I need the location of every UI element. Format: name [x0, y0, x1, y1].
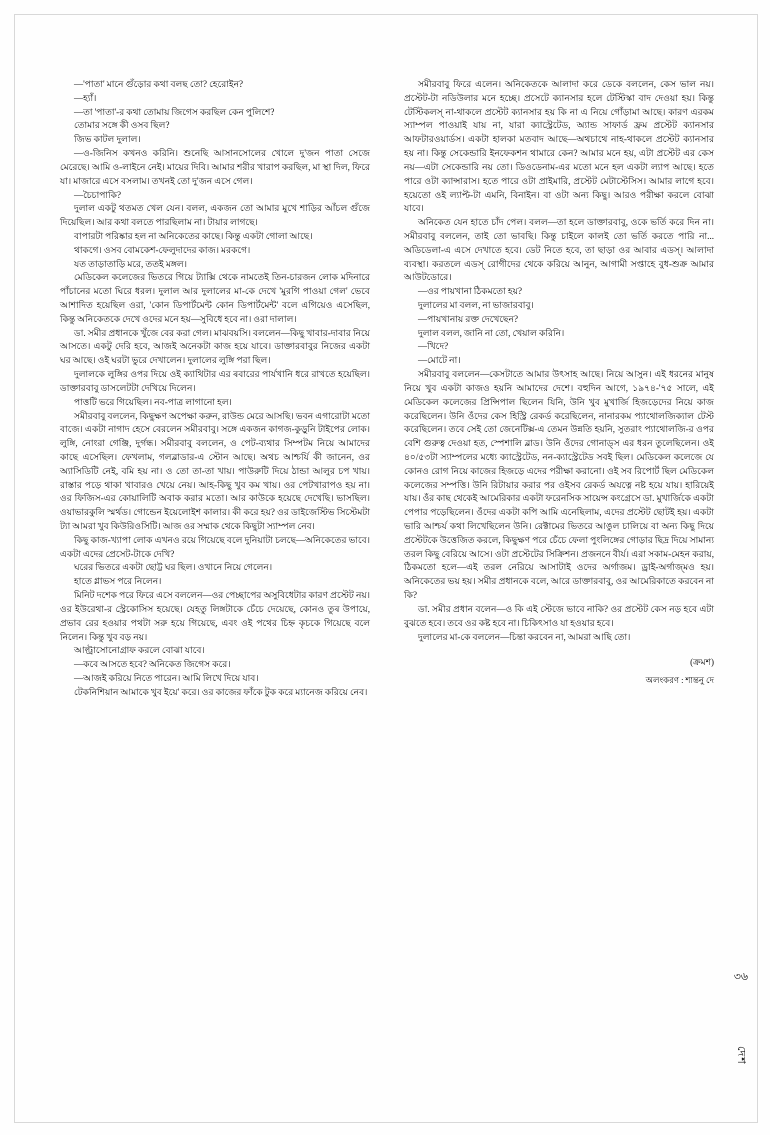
body-paragraph: অনিকেত যেন হাতে চাঁদ পেল। বলল—তা হলে ডাক্তারবাবু, ওকে ভর্তি করে দিন না। সমীরবাবু বললেন, তাই তো ভাবছি। কিন্তু চাইলে কালই তো ভর্তি করতে পারি না... অডিডেলা-এ এসে দেখাতে হবে। ডেট নিতে হবে, তা ছাড়া ওর আবার এডস্। আলাদা ব্যবস্থা। করতলে এডস্ রোগীদের থেকে করিয়ে আনুন, আগামী সপ্তাহে বুধ-শুক্র আমার আউটডোরে।: [404, 217, 714, 283]
body-paragraph: ডা. সমীর প্রধানকে খুঁজে বের করা গেল। মাঝবয়সি। বললেন—কিছু খাবার-দাবার নিয়ে আসতে। একটু দেরি হবে, আজই অনেকটা কাজ হয়ে যাবে। ডাক্তারবাবুর নিজের একটা ঘর আছে। ওই ঘরটা ভুরে দেখালেন। দুলালের লুঙ্গি পরা ছিল।: [60, 327, 370, 366]
body-paragraph: —আজই করিয়ে নিতে পারেন। আমি লিখে দিয়ে যাব।: [74, 672, 259, 683]
body-paragraph: মেডিকেল কলেজের ভিতরে গিয়ে ট্যাক্সি থেকে নামতেই তিন-চারজন লোক মদিনারে পাঁচানের মতো ঘিরে ধরল। দুলাল আর দুলালের মা-কে দেখে 'মুরগি পাওয়া গেল' ভেবে আশাদিত হয়েছিল ওরা, 'কোন ডিপার্টমেন্ট কোন ডিপার্টমেন্ট' বলে এগিয়েও এসেছিল, কিন্তু অনিকেতকে দেখে ওদের মনে হয়—সুবিধে হবে না। ওরা দালাল।: [60, 272, 370, 324]
body-paragraph: মিনিট দশেক পরে ফিরে এসে বললেন—ওর পেচ্ছাপের অসুবিধেটার কারণ প্রস্টেট নয়। ওর ইউরেথা-র স্ট্রেকোসিস হয়েছে। যেহতু লিঙ্গটাকে চেঁচে দেয়েছে, কোনও তুৰ উপায়ে, প্রভাব রের হওয়ার পথটা সরু হয়ে গিয়েছে, এবং ওই পথের চিহ্ন কৃচকে গিয়েছে বলে নিলেন। কিন্তু খুব বড় নয়।: [60, 590, 370, 642]
body-paragraph: —ওর পায়খানা ঠিকমতো হয়?: [418, 286, 523, 297]
body-paragraph: কিছু কাজ-খ্যাপা লোক এখনও রয়ে গিয়েছে বলে দুনিয়াটা চলছে—অনিকেতের ভাবে। একটা এদের প্রেসেট-টাকে দেখি?: [60, 534, 370, 559]
left-text-column: [60, 78, 370, 1053]
body-paragraph: আল্ট্রাসোনোগ্রাফ করলে বোঝা যাবে।: [74, 645, 205, 656]
body-paragraph: তোমার সঙ্গে কী ওসব ছিল?: [74, 120, 170, 131]
body-paragraph: —মোটে না।: [418, 355, 461, 366]
continuation-note: (ক্রমশ): [690, 657, 714, 668]
right-text-column: [404, 78, 714, 1053]
text-columns: [60, 78, 715, 1053]
body-paragraph: দুলাল একটু থতমত খেল যেন। বলল, একজন তো আমার মুখে শাড়ির আঁচল গুঁজে দিয়েছিল। আর কথা বলতে পারছিলাম না। টায়ার লাগছে।: [60, 203, 370, 228]
body-paragraph: —হ্যাঁ।: [74, 92, 97, 103]
body-paragraph: —খিদে?: [418, 341, 449, 352]
body-paragraph: দুলাল বলল, জানি না তো, খেয়াল করিনি।: [418, 327, 565, 338]
body-paragraph: ডা. সমীর প্রধান বলেন—ও কি এই স্টেজে ভাবে নাকি? ওর প্রস্টেট কেস নড় হবে এটা বুঝতে হবে। তবে ওর কষ্ট হবে না। চিকিৎসাও যা হওয়ার হবে।: [404, 603, 714, 628]
body-paragraph: বাপারটা পরিষ্কার হল না অনিকেতের কাছে। কিন্তু একটা গোলা আছে।: [74, 230, 313, 241]
body-paragraph: —ও-জিনিস কখনও করিনি। শুনেছি আসানসোলের খোলে দু'জন পাতা সেজে মেরেছে। আমি ও-লাইনে নেই। মায়ের দিবি। আমার শরীর খারাপ করছিল, মা স্থা দিল, ফিরে যা। মাজারে এসে বসলাম। তখনই তো দু'জন এসে গেল।: [60, 148, 370, 186]
body-paragraph: সমীরবাবু ফিরে এলেন। অনিকেতকে আলাদা করে ডেকে বললেন, কেস ভাল নয়। প্রস্টেট-টা নডিউলার মনে হচ্ছে। প্রসেটে ক্যানসার হলে টেস্টিস্কা বাদ দেওয়া হয়। কিন্তু টেস্টিকলস্ না-থাকলে প্রস্টেট ক্যানসার হয় কি না এ নিয়ে গোঁড়ামা আছে। কারণ এরকম স্যাম্পল পাওয়াই যায় না, যারা ক্যাস্ট্রেটেড, অ্যান্ড সাফার্ড ফ্রম প্রস্টেট ক্যানসার আফটারওয়ার্ডস। একটা হালকা মতবাদ আছে—অথচাথে নাহ-থাকলে প্রস্টেট ক্যানসার হয় না। কিন্তু সেকেন্ডারি ইনফেকশন থামারে কেন? আমার মনে হয়, এটা প্রস্টেট এর কেস নয়—এটা সেকেন্ডারি নয় তো। ডিওডেনাম-এর মতো মনে হল একটা ল্যাপ আছে। হতে পারে ওটা ক্যান্সারাস। হতে পারে ওটা প্রাইমারি, প্রস্টেট মেটাস্টেসিস। আমার লাগে হবে। হয়েতো ওই ল্যাপ্ট-টা এমনি, বিনাইন। বা ওটা অন্য কিছু। আরও পরীক্ষা করলে বোঝা যাবে।: [404, 79, 714, 214]
page-number: ৩৬: [733, 971, 748, 983]
body-paragraph: ঘরের ভিতরে একটা ছোট্ট ঘর ছিল। ওখানে নিয়ে গেলেন।: [74, 562, 273, 573]
body-paragraph: —চৈচাপাকি?: [74, 189, 122, 200]
body-paragraph: যত তাড়াতাড়ি মরে, ততই মঙ্গল।: [74, 258, 187, 269]
body-paragraph: —'পাতা' মানে গুঁড়োর কথা বলছ তো? হেরোইন?: [74, 79, 244, 89]
publication-name: দেশ: [735, 1046, 747, 1065]
body-paragraph: হাতে গ্লাভস পরে নিলেন।: [74, 576, 162, 587]
body-paragraph: পাত্তটি ভরে গিয়েছিল। নব-পাত্র লাগানো হল।: [74, 396, 232, 407]
body-paragraph: দুলালকে লুঙ্গির ওপর দিয়ে ওই ক্যাথিটার এর ৰবারের পার্যখানি ধরে রাখতে হয়েছিল। ডাক্তারবাবু ডাসলেটটা দেখিয়ে দিলেন।: [60, 369, 370, 393]
body-paragraph: সমীরবাবু বললেন, কিছুক্ষণ অপেক্ষা করুন, রাউন্ড মেরে আসছি। ভবন এগারোটা মতো বাজে। একটা নাগাদ হেসে বেরলেন সমীরবাবু। সঙ্গে একজন কাগজ-কুড়ুনি টাইপের লোক। লুঙ্গি, নোংরা গেঞ্জি, দুর্গন্ধ। সমীরবাবু বললেন, ও পেট-ব্যথার সিম্পটম নিয়ে আমাদের কাছে এসেছিল। ফেখলাম, গলব্লাডার-এ স্টোন আছে। অথচ আশ্চর্যি কী জানেন, ওর অ্যাসিডিটি নেই, বমি হয় না। ও তো তা-তা খায়। পাউরুটি দিয়ে ঠান্ডা আলুর চপ খায়। রাস্তার পড়ে থাকা খাবারও খেয়ে নেয়। আহ-কিছু খুব কম খায়। ওর পেটখারাপও হয় না। ওর ফিজিস-এর কোয়ালিটি অবাক করার মতো। আর কাউকে হয়েছে দেখেছি। ভাসছিল। ওয়াভারকুলি স্মর্থড। গোন্ডেন ইয়েলোইশ কালার। কী করে হয়? ওর ডাইজেস্টিভ সিস্টেমটা ট্যা আমরা খুব কিউরিওসিটি। আজ ওর সম্মাক থেকে কিছুটা স্যাম্পল নেব।: [60, 410, 370, 531]
body-paragraph: —কবে আসতে হবে? অনিকেত জিগেস করে।: [74, 659, 231, 670]
body-paragraph: সমীরবাবু বললেন—কেসটাতে আমার উৎসাহ আছে। নিয়ে আসুন। এই ধরনের মানুষ নিয়ে খুব একটা কাজও হয়নি আমাদের দেশে। বহুদিন আগে, ১৯৭৪-'৭৫ সালে, এই মেডিকেল কলেজের প্রিন্সিপাল ছিলেন যিনি, উনি খুব মুখার্জি হিজড়েদের নিয়ে কাজ করেছিলেন। উনি ওঁদের কেস হিস্ট্রি রেকর্ড করেছিলেন, নানারকম প্যাথোলজিক্যাল টেস্ট করেছিলেন। তবে সেই তো জেনেটিক্স-এ তেমন উন্নতি হয়নি, সুতরাং প্যাথোলজি-র ওপর বেশি গুরুত্ব দেওয়া হত, স্পেশালি ব্লাড। উনি ওঁদের গোনাড্স এর ধরন তুলেছিলেন। ওই ৪০/৫৩টা স্যাম্পলের মধ্যে ক্যাস্ট্রেটেড, নন-ক্যাস্ট্রেটেড সবই ছিল। মেডিকেল কলেজে যে কোনও রোগ নিয়ে কাজের হিজড়ে এদের পরীক্ষা করানো। ওই সব রিপোর্ট ছিল মেডিকেল কলেজের সম্পত্তি। উনি রিটায়ার করার পর ওইসব রেকর্ড অযত্নে নষ্ট হয়ে যায়। হারিয়েই যায়। ওঁর কাছ থেকেই আমেরিকার একটা ফরেনসিক সায়েন্স কংগ্রেসে ডা. মুখার্জিকে একটা পেপার পড়েছিলেন। ওঁদের একটা কপি আমি এনেছিলাম, এদের প্রস্টেট ছোটই হয়। একটা ভারি আশ্চর্য কথা লিখেছিলেন উনি। রেক্টামের ভিতরে আঙুল চালিয়ে বা অন্য কিছু দিয়ে প্রস্টেটকে উত্তেজিত করলে, কিছুক্ষণ পরে চেঁচে ফেলা পুংলিঙ্গের গোড়ার ছিদ্র দিয়ে সামান্য তরল কিছু বেরিয়ে আসে। ওটা প্রস্টেটের সিক্রিশন। প্রজননে বীর্য। এরা সকাম-মেহন করায়, ঠিকমতো হলে—এই তরল নেরিয়ে আসাটাই ওদের অর্গাজম। ড্রাই-অর্গাজ্মও হয়। অনিকেতের ভয় হয়। সমীর প্রধানকে বলে, আরে ডাক্তারবাবু, ওর আমেরিকাতে করবেন না কি?: [404, 369, 714, 601]
body-paragraph: জিভ কাটল দুলাল।: [74, 134, 141, 145]
body-paragraph: —পায়খানায় রক্ত দেখেছেন?: [418, 313, 518, 324]
body-paragraph: দুলালের মা বলল, না ভাজারবাবু।: [418, 300, 534, 310]
illustration-credit: অলংকরণ : শান্তনু দে: [645, 674, 714, 685]
body-paragraph: দুলালের মা-কে বললেন—চিন্তা করবেন না, আমরা আছি তো।: [418, 631, 631, 642]
body-paragraph: থাকগে। ওসব বোমকেশ-ফেলুদাদের কাজ। মরকগে।: [74, 244, 251, 255]
body-paragraph: টেকনিশিয়ান আমাকে খুব ইয়ে' করে। ওর কাজের ফাঁকে টুক করে ম্যানেজ করিয়ে নেব।: [74, 686, 368, 697]
body-paragraph: —তা 'পাতা'-র কথা তোমায় জিগেস করছিল কেন পুলিশে?: [74, 106, 275, 117]
